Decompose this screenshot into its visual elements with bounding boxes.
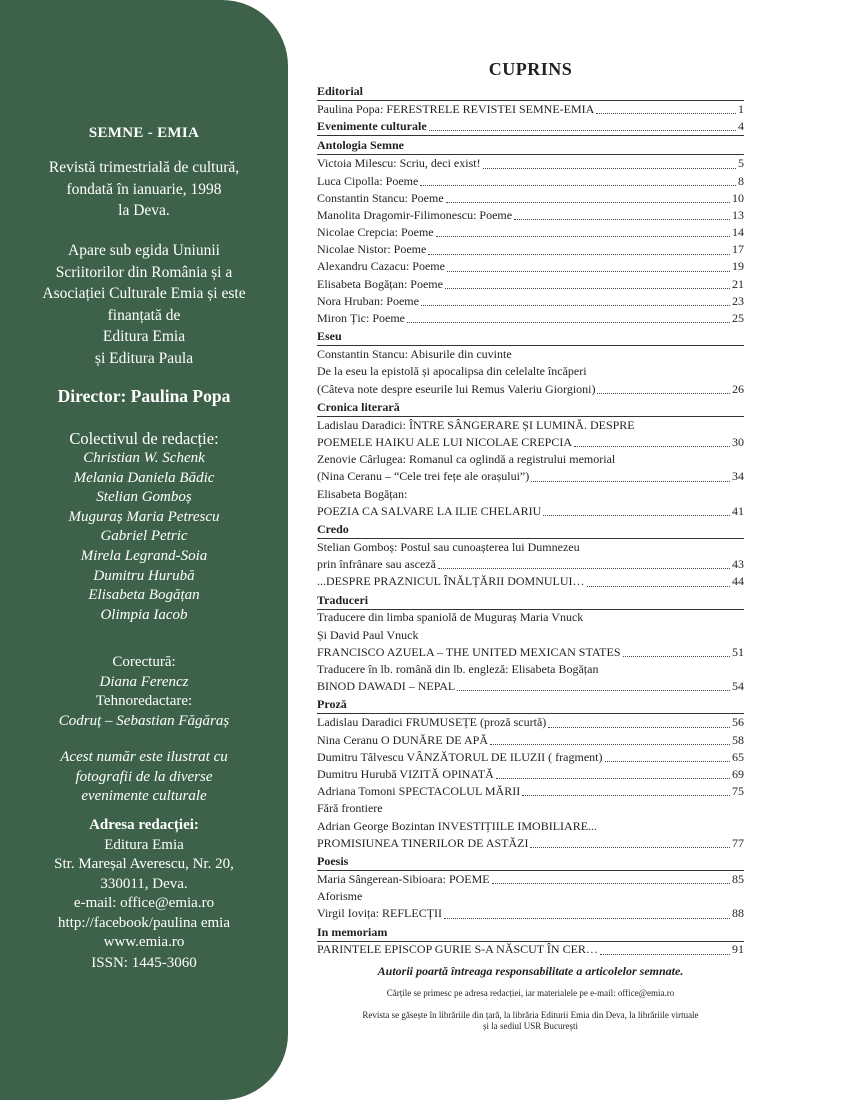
dot-leader <box>446 201 730 203</box>
toc-entry <box>317 241 744 258</box>
email-line: e-mail: office@emia.ro <box>73 895 215 911</box>
dot-leader <box>514 218 730 220</box>
submissions-note: Cărțile se primesc pe adresa redacției, iar materialele pe e-mail: office@emia.ro <box>386 988 675 998</box>
toc-section-heading: Credo <box>317 520 744 539</box>
entry-title: Elisabeta Bogățan: <box>317 486 408 501</box>
toc-entry <box>317 363 744 380</box>
entry-title: Dumitru Tâlvescu VÂNZĂTORUL DE ILUZII ( fragment) <box>317 749 603 764</box>
entry-title: Traducere din limba spaniolă de Muguraș Maria Vnuck <box>317 610 584 625</box>
toc-list <box>317 82 744 959</box>
editor-name: Melania Daniela Bădic <box>73 469 215 486</box>
page-number: 19 <box>732 259 744 274</box>
toc-section-heading: Traduceri <box>317 591 744 610</box>
toc-entry <box>317 468 744 485</box>
dot-leader <box>407 321 730 323</box>
toc-section-heading: Antologia Semne <box>317 136 744 155</box>
editor-name: Stelian Gomboș <box>96 489 192 506</box>
page-number: 10 <box>732 190 744 205</box>
dot-leader <box>574 445 730 447</box>
entry-title: Elisabeta Bogățan: Poeme <box>317 276 443 291</box>
entry-title: Ladislau Daradici: ÎNTRE SÂNGERARE ȘI LUMINĂ. DESPRE <box>317 417 635 432</box>
toc-section-heading: Poesis <box>317 852 744 871</box>
toc-entry <box>317 486 744 503</box>
photos-note-line: Acest număr este ilustrat cu <box>60 749 228 765</box>
toc-entry <box>317 888 744 905</box>
toc-entry <box>317 381 744 398</box>
responsibility-note: Autorii poartă întreaga responsabilitate a articolelor semnate. <box>377 964 684 978</box>
page-number: 17 <box>732 242 744 257</box>
aegis-line: Scriitorilor din România și a <box>55 263 233 281</box>
entry-title: (Nina Ceranu – “Cele trei fețe ale orașului”) <box>317 469 530 484</box>
toc-entry <box>317 800 744 817</box>
dot-leader <box>605 760 731 762</box>
toc-section-heading: In memoriam <box>317 923 744 942</box>
typesetter-name: Codruț – Sebastian Făgăraș <box>58 712 230 729</box>
entry-title: Stelian Gomboș: Postul sau cunoașterea lui Dumnezeu <box>317 539 580 554</box>
entry-title: Paulina Popa: FERESTRELE REVISTEI SEMNE-EMIA <box>317 101 595 116</box>
aegis-line: Apare sub egida Uniunii <box>68 242 220 259</box>
page-number: 77 <box>732 835 744 850</box>
address-line: Editura Emia <box>104 836 184 853</box>
toc-title: CUPRINS <box>488 59 573 79</box>
page-number: 51 <box>732 644 744 659</box>
description-line: fondată în ianuarie, 1998 <box>66 180 222 198</box>
editor-name: Olimpia Iacob <box>100 606 188 623</box>
editor-name: Muguraș Maria Petrescu <box>68 508 220 525</box>
entry-title: Ladislau Daradici FRUMUSEȚE (proză scurtă) <box>317 715 547 730</box>
dot-leader <box>522 794 730 796</box>
toc-entry <box>317 503 744 520</box>
entry-title: Constantin Stancu: Poeme <box>317 190 444 205</box>
section-heading-text: Evenimente culturale <box>317 119 427 134</box>
masthead-panel <box>0 0 288 1100</box>
toc-entry <box>317 310 744 327</box>
entry-title: Și David Paul Vnuck <box>317 627 419 642</box>
dot-leader <box>597 392 730 394</box>
page-number: 26 <box>732 381 744 396</box>
page-number: 4 <box>738 119 744 134</box>
entry-title: Fără frontiere <box>317 801 383 816</box>
page-number: 13 <box>732 207 744 222</box>
entry-title: Luca Cipolla: Poeme <box>317 173 419 188</box>
toc-entry <box>317 155 744 172</box>
page-number: 88 <box>732 906 744 921</box>
dot-leader <box>623 655 731 657</box>
page-number: 14 <box>732 225 744 240</box>
toc-entry <box>317 627 744 644</box>
dot-leader <box>429 129 736 131</box>
page-number: 34 <box>732 469 744 484</box>
toc-entry <box>317 346 744 363</box>
entry-title: PROMISIUNEA TINERILOR DE ASTĂZI <box>317 835 529 850</box>
entry-title: PARINTELE EPISCOP GURIE S-A NĂSCUT ÎN CER… <box>317 942 598 957</box>
page-number: 65 <box>732 749 744 764</box>
entry-title: Traducere în lb. română din lb. engleză: Elisabeta Bogățan <box>317 662 599 677</box>
availability-line: și la sediul USR București <box>483 1021 578 1031</box>
entry-title: Nicolae Nistor: Poeme <box>317 242 427 257</box>
editor-name: Christian W. Schenk <box>83 450 205 466</box>
toc-entry <box>317 224 744 241</box>
availability-line: Revista se găsește în librăriile din țară, la librăria Editurii Emia din Deva, la librăriile virtuale <box>362 1010 699 1020</box>
entry-title: FRANCISCO AZUELA – THE UNITED MEXICAN STATES <box>317 644 621 659</box>
toc-entry <box>317 661 744 678</box>
dot-leader <box>496 777 730 779</box>
dot-leader <box>596 112 736 114</box>
entry-title: Dumitru Hurubă VIZITĂ OPINATĂ <box>317 766 494 781</box>
dot-leader <box>457 689 730 691</box>
address-heading: Adresa redacției: <box>89 817 199 833</box>
page-number: 25 <box>732 311 744 326</box>
toc-entry <box>317 173 744 190</box>
toc-entry <box>317 101 744 118</box>
toc-entry <box>317 190 744 207</box>
toc-entry <box>317 766 744 783</box>
dot-leader <box>428 253 730 255</box>
address-line: Str. Mareșal Averescu, Nr. 20, <box>54 856 234 872</box>
toc-entry <box>317 732 744 749</box>
toc-entry <box>317 678 744 695</box>
dot-leader <box>600 953 730 955</box>
typesetting-label: Tehnoredactare: <box>95 693 193 709</box>
entry-title: ...DESPRE PRAZNICUL ÎNĂLȚĂRII DOMNULUI… <box>317 574 585 589</box>
page-number: 69 <box>732 766 744 781</box>
entry-title: Manolita Dragomir-Filimonescu: Poeme <box>317 207 513 222</box>
entry-title: BINOD DAWADI – NEPAL <box>317 679 456 694</box>
toc-entry <box>317 539 744 556</box>
toc-entry <box>317 434 744 451</box>
publication-title: SEMNE - EMIA <box>88 125 200 141</box>
facebook-line: http://facebook/paulina emia <box>57 914 231 931</box>
page-number: 1 <box>738 101 744 116</box>
entry-title: Virgil Iovița: REFLECȚII <box>317 906 443 921</box>
entry-title: Miron Țic: Poeme <box>317 311 405 326</box>
toc-entry <box>317 818 744 835</box>
entry-title: Nicolae Crepcia: Poeme <box>317 225 434 240</box>
toc-entry <box>317 714 744 731</box>
publication-description <box>0 157 288 222</box>
issn: ISSN: 1445-3060 <box>91 955 197 971</box>
page-number: 8 <box>738 173 744 188</box>
aegis-line: și Editura Paula <box>94 349 194 367</box>
toc-entry <box>317 276 744 293</box>
page-number: 58 <box>732 732 744 747</box>
page-number: 23 <box>732 293 744 308</box>
page-number: 91 <box>732 942 744 957</box>
page-number: 54 <box>732 679 744 694</box>
editor-name: Gabriel Petric <box>100 528 188 545</box>
entry-title: Aforisme <box>317 889 363 904</box>
dot-leader <box>436 235 730 237</box>
toc-entry <box>317 207 744 224</box>
editor-name: Mirela Legrand-Soia <box>80 547 208 564</box>
toc-entry <box>317 783 744 800</box>
dot-leader <box>420 184 736 186</box>
toc-section-heading: Editorial <box>317 82 744 101</box>
toc-entry <box>317 417 744 434</box>
toc-section-heading: Proză <box>317 695 744 714</box>
dot-leader <box>548 726 730 728</box>
proofreading-label: Corectură: <box>112 654 176 670</box>
dot-leader <box>445 287 730 289</box>
toc-entry <box>317 573 744 590</box>
director: Director: Paulina Popa <box>57 386 231 406</box>
toc-entry <box>317 259 744 276</box>
page-number: 56 <box>732 715 744 730</box>
dot-leader <box>492 882 730 884</box>
dot-leader <box>483 167 736 169</box>
toc-entry <box>317 942 744 959</box>
toc-entry <box>317 871 744 888</box>
editor-name: Elisabeta Bogățan <box>88 587 200 604</box>
dot-leader <box>444 917 730 919</box>
page-number: 85 <box>732 871 744 886</box>
aegis-line: Editura Emia <box>102 328 186 345</box>
page-number: 21 <box>732 276 744 291</box>
toc-entry <box>317 905 744 922</box>
dot-leader <box>543 514 730 516</box>
entry-title: Constantin Stancu: Abisurile din cuvinte <box>317 347 512 362</box>
photos-note-line: evenimente culturale <box>81 788 207 804</box>
toc-entry <box>317 644 744 661</box>
dot-leader <box>490 743 730 745</box>
page-number: 44 <box>732 574 744 589</box>
entry-title: (Câteva note despre eseurile lui Remus Valeriu Giorgioni) <box>317 381 596 396</box>
photos-note-line: fotografii de la diverse <box>75 768 213 785</box>
description-line: Revistă trimestrială de cultură, <box>48 159 240 176</box>
page-number: 41 <box>732 503 744 518</box>
toc-entry <box>317 610 744 627</box>
page-number: 75 <box>732 784 744 799</box>
entry-title: Alexandru Cazacu: Poeme <box>317 259 445 274</box>
toc-entry <box>317 556 744 573</box>
dot-leader <box>530 846 730 848</box>
website-line: www.emia.ro <box>103 934 185 950</box>
production-credits <box>0 653 288 731</box>
aegis-line: Asociației Culturale Emia și este <box>42 285 246 302</box>
toc-section-heading: Cronica literară <box>317 398 744 417</box>
editorial-address <box>0 816 288 953</box>
photos-note <box>0 748 288 807</box>
entry-title: Adrian George Bozintan INVESTIȚIILE IMOBILIARE... <box>317 818 598 833</box>
toc-entry <box>317 749 744 766</box>
dot-leader <box>531 480 730 482</box>
dot-leader <box>587 585 730 587</box>
proofreader-name: Diana Ferencz <box>99 673 189 690</box>
toc-section-heading <box>317 118 744 136</box>
entry-title: Nora Hruban: Poeme <box>317 293 419 308</box>
dot-leader <box>438 567 730 569</box>
entry-title: POEZIA CA SALVARE LA ILIE CHELARIU <box>317 503 542 518</box>
dot-leader <box>447 270 730 272</box>
toc-entry <box>317 293 744 310</box>
publication-aegis <box>0 240 288 369</box>
entry-title: POEMELE HAIKU ALE LUI NICOLAE CREPCIA <box>317 434 572 449</box>
description-line: la Deva. <box>118 202 170 219</box>
entry-title: Nina Ceranu O DUNĂRE DE APĂ <box>317 732 488 747</box>
editorial-board-heading: Colectivul de redacție: <box>69 429 219 448</box>
entry-title: Zenovie Cârlugea: Romanul ca oglindă a registrului memorial <box>317 452 616 467</box>
toc-entry <box>317 451 744 468</box>
entry-title: Maria Sângerean-Sibioara: POEME <box>317 871 490 886</box>
entry-title: Victoia Milescu: Scriu, deci exist! <box>317 156 481 171</box>
entry-title: prin înfrânare sau asceză <box>317 557 436 572</box>
page-number: 5 <box>738 156 744 171</box>
page-number: 43 <box>732 557 744 572</box>
availability-note <box>317 1010 744 1032</box>
address-line: 330011, Deva. <box>100 875 188 892</box>
toc-entry <box>317 835 744 852</box>
entry-title: Adriana Tomoni SPECTACOLUL MĂRII <box>317 784 521 799</box>
editorial-board-list <box>0 449 288 625</box>
aegis-line: finanțată de <box>107 306 181 324</box>
dot-leader <box>421 304 730 306</box>
toc-section-heading: Eseu <box>317 327 744 346</box>
page-number: 30 <box>732 434 744 449</box>
entry-title: De la eseu la epistolă și apocalipsa din celelalte încăperi <box>317 364 587 379</box>
editor-name: Dumitru Hurubă <box>93 567 195 584</box>
